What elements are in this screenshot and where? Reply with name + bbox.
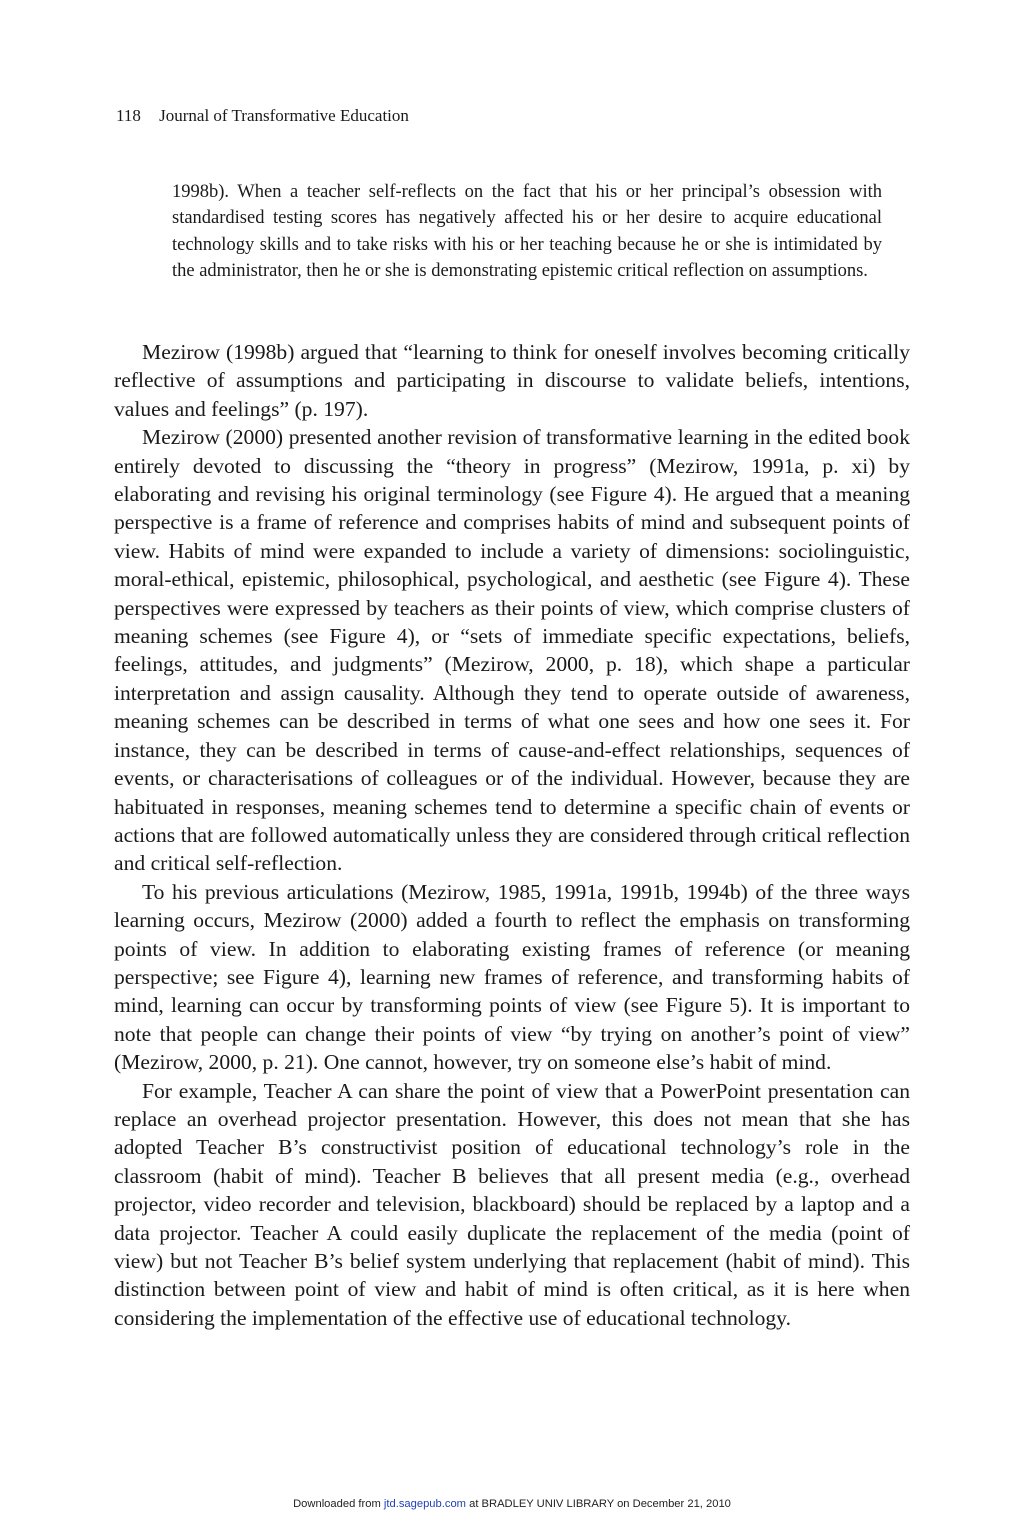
page-number: 118 [116, 106, 141, 125]
paragraph-2: Mezirow (2000) presented another revision of transformative learning in the edited book entirely devoted to discussing the “theory in progress” (Mezirow, 1991a, p. xi) by elaborating and revising his original terminology (see Figure 4). He argued that a meaning perspective is a frame of reference and comprises habits of mind and subsequent points of view. Habits of mind were expanded to include a variety of dimensions: sociolinguistic, moral-ethical, epistemic, philosophical, psychological, and aesthetic (see Figure 4). These perspectives were expressed by teachers as their points of view, which comprise clusters of meaning schemes (see Figure 4), or “sets of immediate specific expectations, beliefs, feelings, attitudes, and judgments” (Mezirow, 2000, p. 18), which shape a particular interpretation and assign causality. Although they tend to operate outside of awareness, meaning schemes can be described in terms of what one sees and how one sees it. For instance, they can be described in terms of cause-and-effect relationships, sequences of events, or characterisations of colleagues or of the individual. However, because they are habituated in responses, meaning schemes tend to determine a specific chain of events or actions that are followed automatically unless they are considered through critical reflection and critical self-reflection. [114, 425, 910, 876]
paragraph-1: Mezirow (1998b) argued that “learning to think for oneself involves becoming critically reflective of assumptions and participating in discourse to validate beliefs, intentions, values and feelings” (p. 197). [114, 340, 910, 421]
footer-suffix: at BRADLEY UNIV LIBRARY on December 21, 2010 [469, 1498, 731, 1510]
body-text [114, 338, 910, 1332]
running-head [116, 105, 409, 127]
download-footer [0, 1497, 1024, 1511]
block-quote-text: 1998b). When a teacher self-reflects on the fact that his or her principal’s obsession with standardised testing scores has negatively affected his or her desire to acquire educational technology skills and to take risks with his or her teaching because he or she is intimidated by the administrator, then he or she is demonstrating epistemic critical reflection on assumptions. [172, 182, 882, 282]
footer-prefix: Downloaded from [293, 1498, 381, 1510]
journal-title: Journal of Transformative Education [159, 106, 409, 125]
paragraph-3: To his previous articulations (Mezirow, 1985, 1991a, 1991b, 1994b) of the three ways learning occurs, Mezirow (2000) added a fourth to reflect the emphasis on transforming points of view. In addition to elaborating existing frames of reference (or meaning perspective; see Figure 4), learning new frames of reference, and transforming habits of mind, learning can occur by transforming points of view (see Figure 5). It is important to note that people can change their points of view “by trying on another’s point of view” (Mezirow, 2000, p. 21). One cannot, however, try on someone else’s habit of mind. [114, 879, 910, 1075]
footer-link[interactable]: jtd.sagepub.com [383, 1498, 466, 1510]
paragraph-4: For example, Teacher A can share the point of view that a PowerPoint presentation can replace an overhead projector presentation. However, this does not mean that she has adopted Teacher B’s constructivist position of educational technology’s role in the classroom (habit of mind). Teacher B believes that all present media (e.g., overhead projector, video recorder and television, blackboard) should be replaced by a laptop and a data projector. Teacher A could easily duplicate the replacement of the media (point of view) but not Teacher B’s belief system underlying that replacement (habit of mind). This distinction between point of view and habit of mind is often critical, as it is here when considering the implementation of the effective use of educational technology. [114, 1078, 910, 1330]
block-quote [172, 179, 882, 285]
